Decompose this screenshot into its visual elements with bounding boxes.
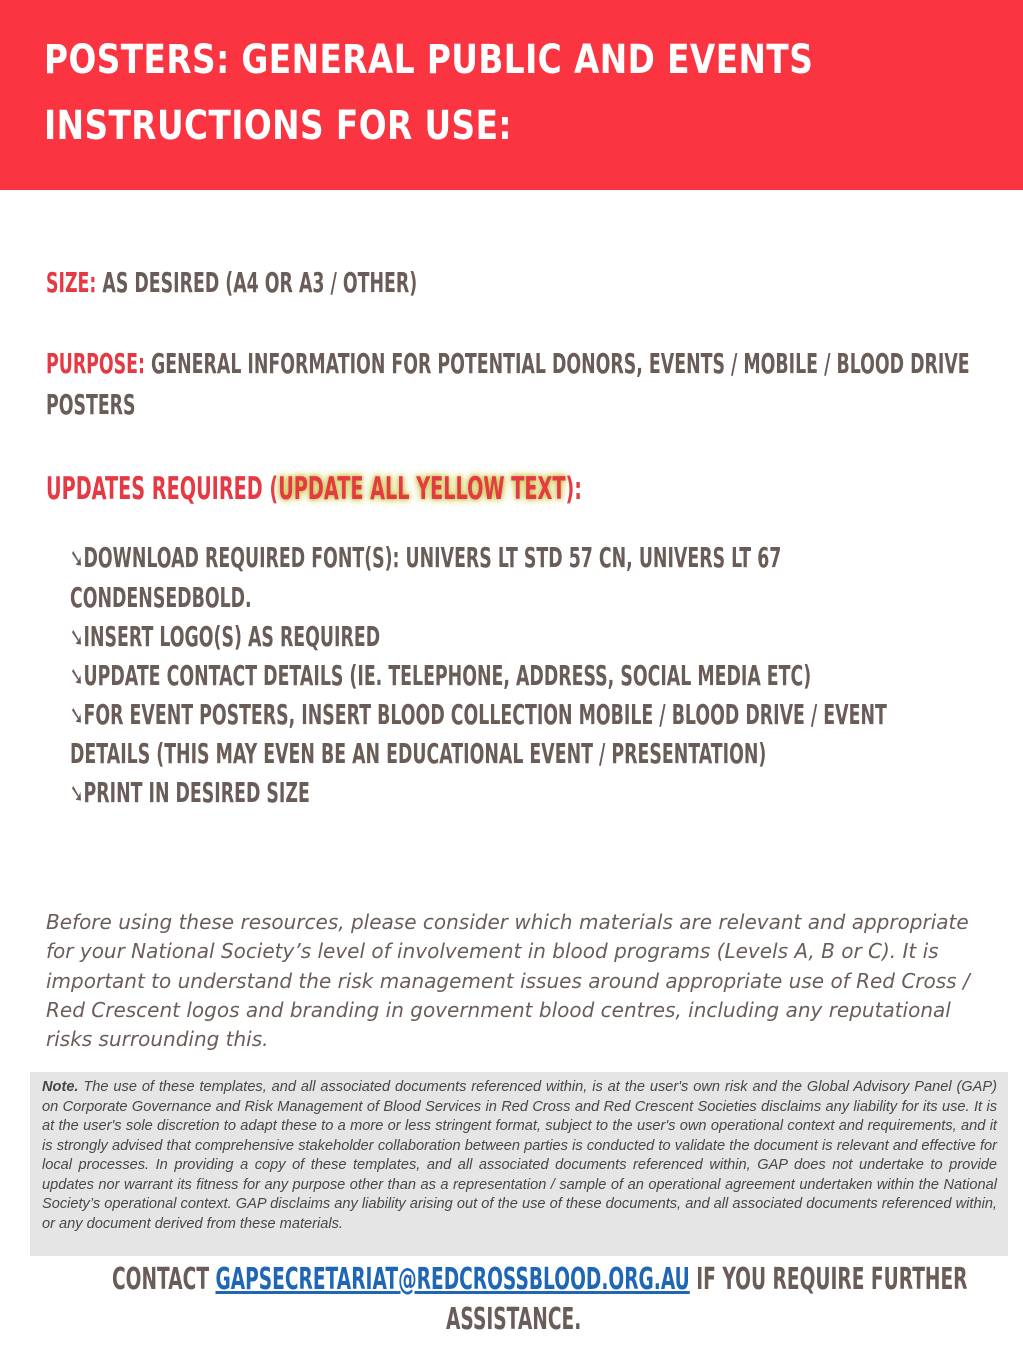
list-item-text: INSERT LOGO(S) AS REQUIRED	[83, 620, 381, 653]
disclaimer-text	[42, 1078, 997, 1234]
purpose-line	[46, 347, 970, 381]
disclaimer-box	[30, 1072, 1008, 1256]
list-item-continued: CONDENSEDBOLD.	[70, 581, 252, 614]
note-body: The use of these templates, and all associated documents referenced within, is at the user's own risk and the Global Advisory Panel (GAP) on Corporate Governance and Risk Management of Blood Services in Red Cross and Red Crescent Societies disclaims any liability for its use. It is at the user's sole discretion to adapt these to a more or less stringent format, subject to the user's own operational context and requirements, and it is strongly advised that comprehensive stakeholder collaboration between parties is conducted to validate the document is relevant and effective for local processes. In providing a copy of these templates, and all associated documents referenced within, GAP does not undertake to provide updates nor warrant its fitness for any purpose other than as a representation / sample of an operational agreement undertaken within the National Society’s operational context. GAP disclaims any liability arising out of the use of these documents, and all associated documents referenced within, or any document derived from these materials.	[42, 1079, 997, 1232]
list-item	[70, 698, 887, 733]
updates-heading	[46, 472, 582, 506]
updates-label: UPDATES REQUIRED (	[46, 471, 279, 507]
contact-line	[112, 1262, 968, 1298]
arrow-down-right-icon: ➘	[70, 701, 84, 731]
list-item	[70, 620, 380, 655]
purpose-value: GENERAL INFORMATION FOR POTENTIAL DONORS, EVENTS / MOBILE / BLOOD DRIVE	[151, 347, 970, 380]
size-label: SIZE:	[46, 266, 97, 299]
updates-suffix: ):	[565, 471, 582, 507]
arrow-down-right-icon: ➘	[70, 544, 84, 574]
contact-suffix: IF YOU REQUIRE FURTHER	[689, 1262, 968, 1297]
arrow-down-right-icon: ➘	[70, 662, 84, 692]
contact-line-continued: ASSISTANCE.	[446, 1302, 582, 1337]
purpose-value-continued: POSTERS	[46, 388, 136, 421]
page-subtitle: INSTRUCTIONS FOR USE:	[44, 103, 512, 149]
arrow-down-right-icon: ➘	[70, 623, 84, 653]
list-item	[70, 541, 781, 576]
list-item	[70, 659, 811, 694]
arrow-down-right-icon: ➘	[70, 779, 84, 809]
page-title: POSTERS: GENERAL PUBLIC AND EVENTS	[44, 37, 814, 83]
purpose-label: PURPOSE:	[46, 347, 145, 380]
list-item-continued: DETAILS (THIS MAY EVEN BE AN EDUCATIONAL EVENT / PRESENTATION)	[70, 737, 767, 770]
intro-paragraph: Before using these resources, please consider which materials are relevant and appropriate for your National Society’s level of involvement in blood programs (Levels A, B or C). It is important to understand the risk management issues around appropriate use of Red Cross / Red Crescent logos and branding in government blood centres, including any reputational risks surrounding this.	[46, 910, 970, 1052]
yellow-highlight-text: UPDATE ALL YELLOW TEXT	[278, 471, 566, 507]
list-item-text: UPDATE CONTACT DETAILS (IE. TELEPHONE, ADDRESS, SOCIAL MEDIA ETC)	[83, 659, 812, 692]
list-item-text: PRINT IN DESIRED SIZE	[83, 776, 310, 809]
contact-email-link[interactable]: GAPSECRETARIAT@REDCROSSBLOOD.ORG.AU	[215, 1262, 690, 1297]
size-value: AS DESIRED (A4 OR A3 / OTHER)	[102, 266, 418, 299]
list-item-text: DOWNLOAD REQUIRED FONT(S): UNIVERS LT STD 57 CN, UNIVERS LT 67	[83, 541, 782, 574]
header-banner	[0, 0, 1023, 190]
list-item	[70, 776, 310, 811]
list-item-text: FOR EVENT POSTERS, INSERT BLOOD COLLECTION MOBILE / BLOOD DRIVE / EVENT	[83, 698, 887, 731]
note-label: Note.	[42, 1079, 79, 1095]
contact-prefix: CONTACT	[112, 1262, 216, 1297]
size-line	[46, 266, 417, 300]
